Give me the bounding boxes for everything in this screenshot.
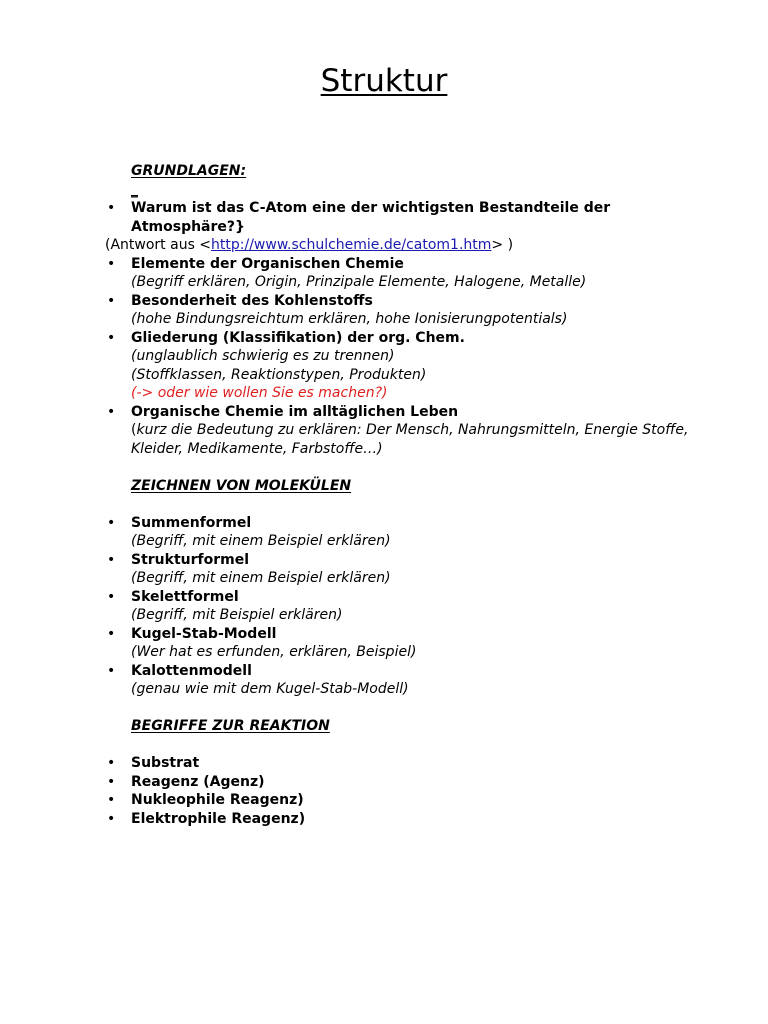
antwort-prefix: (Antwort aus < [105, 237, 212, 253]
item-title: Kalottenmodell [131, 662, 252, 679]
item-note: (Begriff, mit Beispiel erklären) [131, 607, 343, 623]
list-reaktion [105, 754, 705, 828]
antwort-suffix: > ) [491, 237, 514, 253]
list-item [105, 625, 705, 662]
list-item [105, 662, 705, 699]
bullet-icon: • [107, 792, 116, 808]
item-title: Substrat [131, 755, 200, 771]
item-title: Skelettformel [131, 588, 239, 605]
item-title: Warum ist das C-Atom eine der wichtigsten Bestandteile der Atmosphäre?} [131, 200, 611, 235]
bullet-icon: • [107, 255, 116, 272]
section-heading-reaktion: BEGRIFFE ZUR REAKTION [131, 718, 330, 734]
item-note-wrapper [131, 421, 705, 458]
item-note: (unglaublich schwierig es zu trennen) [131, 348, 395, 364]
item-title: Gliederung (Klassifikation) der org. Chem. [131, 329, 465, 346]
list-item [105, 329, 705, 403]
bullet-icon: • [107, 514, 116, 531]
item-title: Kugel-Stab-Modell [131, 625, 277, 642]
item-note: (Wer hat es erfunden, erklären, Beispiel) [131, 644, 417, 660]
item-title: Besonderheit des Kohlenstoffs [131, 292, 373, 309]
bullet-icon: • [107, 551, 116, 568]
item-note: (Begriff, mit einem Beispiel erklären) [131, 533, 391, 549]
list-grundlagen [105, 199, 705, 236]
item-title: Summenformel [131, 514, 252, 531]
item-note-prefix: ( [131, 422, 137, 438]
item-note-red: (-> oder wie wollen Sie es machen?) [131, 385, 388, 401]
bullet-icon: • [107, 773, 116, 790]
bullet-icon: • [107, 200, 116, 216]
list-item [105, 199, 705, 236]
bullet-icon: • [107, 329, 116, 346]
section-heading-grundlagen: GRUNDLAGEN: [131, 163, 247, 179]
item-title: Reagenz (Agenz) [131, 773, 265, 790]
schulchemie-link[interactable]: http://www.schulchemie.de/catom1.htm [211, 237, 492, 253]
antwort-line [105, 236, 705, 255]
item-title: Organische Chemie im alltäglichen Leben [131, 403, 459, 420]
list-item [105, 403, 705, 459]
item-note-2: (Stoffklassen, Reaktionstypen, Produkten) [131, 366, 427, 383]
bullet-icon: • [107, 755, 116, 771]
page-title: Struktur [320, 63, 448, 99]
item-note: (Begriff erklären, Origin, Prinzipale Elemente, Halogene, Metalle) [131, 274, 587, 290]
list-item [105, 551, 705, 588]
document-body [105, 162, 705, 828]
bullet-icon: • [107, 403, 116, 420]
item-title: Nukleophile Reagenz) [131, 792, 304, 808]
item-note: (Begriff, mit einem Beispiel erklären) [131, 570, 391, 586]
stray-underscore: _ [131, 181, 138, 198]
list-item [105, 791, 705, 810]
list-item [105, 255, 705, 292]
bullet-icon: • [107, 292, 116, 309]
list-item [105, 514, 705, 551]
list-zeichnen [105, 514, 705, 699]
item-title: Elektrophile Reagenz) [131, 810, 306, 827]
item-title: Elemente der Organischen Chemie [131, 255, 404, 272]
section-heading-zeichnen: ZEICHNEN VON MOLEKÜLEN [131, 477, 352, 494]
bullet-icon: • [107, 662, 116, 679]
list-item [105, 754, 705, 773]
item-note: (hohe Bindungsreichtum erklären, hohe Ionisierungpotentials) [131, 311, 568, 327]
item-note: (genau wie mit dem Kugel-Stab-Modell) [131, 681, 409, 697]
bullet-icon: • [107, 810, 116, 827]
item-title: Strukturformel [131, 551, 250, 568]
list-item [105, 588, 705, 625]
list-item [105, 773, 705, 792]
bullet-icon: • [107, 588, 116, 605]
list-grundlagen-continued [105, 255, 705, 459]
list-item [105, 810, 705, 829]
item-note: kurz die Bedeutung zu erklären: Der Mensch, Nahrungsmitteln, Energie Stoffe, Kleider, Medikamente, Farbstoffe…) [131, 422, 689, 457]
list-item [105, 292, 705, 329]
bullet-icon: • [107, 625, 116, 642]
